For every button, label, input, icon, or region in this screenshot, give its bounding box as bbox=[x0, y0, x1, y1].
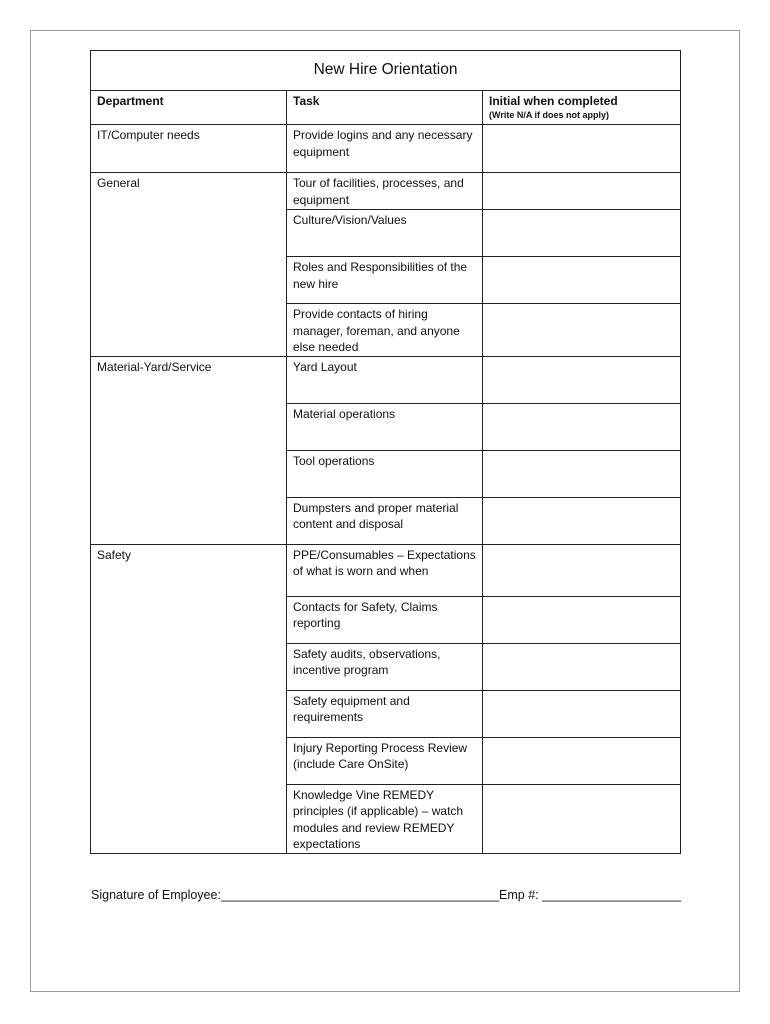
table-row bbox=[91, 125, 681, 173]
signature-line bbox=[91, 888, 681, 902]
table-row bbox=[91, 356, 681, 403]
header-department: Department bbox=[91, 91, 287, 125]
task-cell: Tour of facilities, processes, and equipment bbox=[287, 173, 483, 210]
initial-field[interactable] bbox=[483, 257, 681, 304]
table-row bbox=[91, 173, 681, 210]
task-cell: Safety audits, observations, incentive program bbox=[287, 643, 483, 690]
initial-field[interactable] bbox=[483, 737, 681, 784]
department-cell: Safety bbox=[91, 544, 287, 853]
initial-field[interactable] bbox=[483, 690, 681, 737]
task-cell: Provide contacts of hiring manager, foreman, and anyone else needed bbox=[287, 304, 483, 357]
header-initial-note: (Write N/A if does not apply) bbox=[489, 109, 610, 120]
initial-field[interactable] bbox=[483, 210, 681, 257]
initial-field[interactable] bbox=[483, 643, 681, 690]
task-cell: PPE/Consumables – Expectations of what is worn and when bbox=[287, 544, 483, 596]
orientation-table bbox=[90, 50, 681, 854]
header-task: Task bbox=[287, 91, 483, 125]
task-cell: Material operations bbox=[287, 403, 483, 450]
initial-field[interactable] bbox=[483, 304, 681, 357]
initial-field[interactable] bbox=[483, 596, 681, 643]
header-initial-label: Initial when completed bbox=[489, 94, 618, 108]
task-cell: Yard Layout bbox=[287, 356, 483, 403]
department-cell: Material-Yard/Service bbox=[91, 356, 287, 544]
initial-field[interactable] bbox=[483, 403, 681, 450]
task-cell: Provide logins and any necessary equipment bbox=[287, 125, 483, 173]
initial-field[interactable] bbox=[483, 784, 681, 853]
header-row bbox=[91, 91, 681, 125]
department-cell: General bbox=[91, 173, 287, 357]
task-cell: Dumpsters and proper material content and disposal bbox=[287, 497, 483, 544]
emp-number-label: Emp #: bbox=[499, 888, 539, 902]
task-cell: Injury Reporting Process Review (include Care OnSite) bbox=[287, 737, 483, 784]
task-cell: Safety equipment and requirements bbox=[287, 690, 483, 737]
department-cell: IT/Computer needs bbox=[91, 125, 287, 173]
signature-employee-field[interactable]: ________________________________________ bbox=[220, 888, 500, 902]
initial-field[interactable] bbox=[483, 497, 681, 544]
emp-number-field[interactable]: ____________________ bbox=[542, 888, 682, 902]
header-initial bbox=[483, 91, 681, 125]
initial-field[interactable] bbox=[483, 544, 681, 596]
task-cell: Contacts for Safety, Claims reporting bbox=[287, 596, 483, 643]
task-cell: Roles and Responsibilities of the new hire bbox=[287, 257, 483, 304]
initial-field[interactable] bbox=[483, 356, 681, 403]
table-row bbox=[91, 544, 681, 596]
initial-field[interactable] bbox=[483, 450, 681, 497]
initial-field[interactable] bbox=[483, 125, 681, 173]
initial-field[interactable] bbox=[483, 173, 681, 210]
form-title: New Hire Orientation bbox=[91, 51, 681, 91]
task-cell: Culture/Vision/Values bbox=[287, 210, 483, 257]
task-cell: Tool operations bbox=[287, 450, 483, 497]
task-cell: Knowledge Vine REMEDY principles (if applicable) – watch modules and review REMEDY expectations bbox=[287, 784, 483, 853]
signature-employee-label: Signature of Employee: bbox=[91, 888, 221, 902]
